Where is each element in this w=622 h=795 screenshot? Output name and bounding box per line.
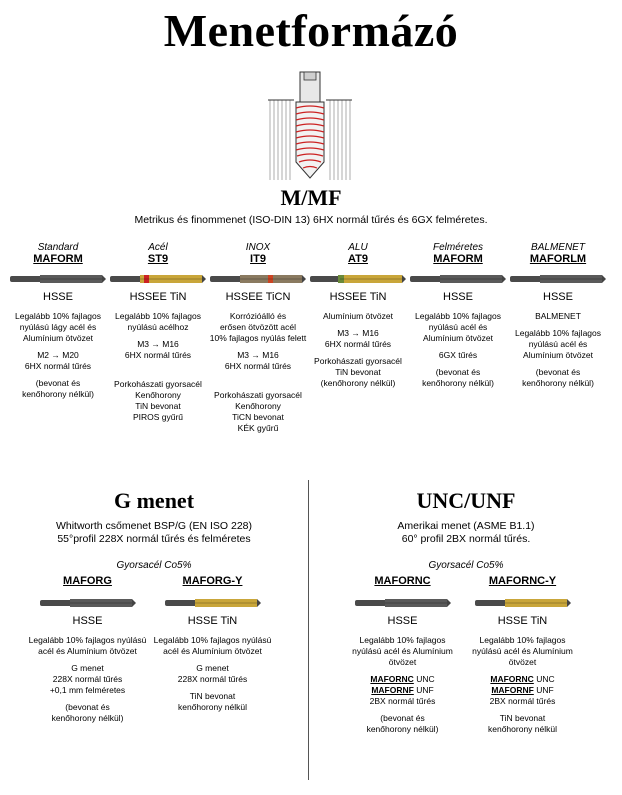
tool-spec-line: nyúlású lágy acél és xyxy=(19,322,97,332)
tool-spec-line: erősen ötvözött acél xyxy=(219,322,297,332)
tool-category: Standard xyxy=(37,242,79,253)
unc-code: MAFORNC xyxy=(370,674,414,684)
tool-code: AT9 xyxy=(348,253,368,265)
mmf-subtitle: Metrikus és finommenet (ISO-DIN 13) 6HX normál tűrés és 6GX felméretes. xyxy=(134,214,488,226)
tool-code: MAFORM xyxy=(433,253,483,265)
tool-spec-line: Legalább 10% fajlagos xyxy=(514,328,601,338)
tool-category: ALU xyxy=(348,242,368,253)
tool-spec-line: 6HX normál tűrés xyxy=(324,339,392,349)
tool-spec-line: M3 → M16 xyxy=(337,328,379,338)
tool-material: HSSE TiN xyxy=(187,615,238,627)
tool-category: INOX xyxy=(245,242,271,253)
tool-material: HSSE xyxy=(72,615,103,627)
tap-tool-icon xyxy=(210,271,306,289)
tap-illustration xyxy=(268,70,352,182)
tool-spec-line: G menet xyxy=(196,663,229,673)
tool-spec-line: kenőhorony nélkül) xyxy=(366,724,439,734)
tool-spec-line: kenőhorony nélkül xyxy=(178,702,247,712)
unc-thread-line xyxy=(340,674,465,685)
tool-material: HSSE xyxy=(387,615,418,627)
unc-category: Gyorsacél Co5% xyxy=(428,560,504,571)
tool-spec-line: BALMENET xyxy=(535,311,581,321)
tool-spec-line: kenőhorony nélkül) xyxy=(22,389,94,399)
tool-spec-line: (bevonat és xyxy=(380,713,425,723)
g-column xyxy=(150,575,275,713)
tool-spec-line: KÉK gyűrű xyxy=(237,423,279,433)
tap-tool-icon xyxy=(310,271,406,289)
tap-tool-icon xyxy=(355,595,451,613)
tool-code: MAFORLM xyxy=(529,253,587,265)
tool-spec-line: ötvözet xyxy=(508,657,537,667)
tool-spec-line: Alumínium ötvözet xyxy=(523,350,593,360)
g-subtitle-1: Whitworth csőmenet BSP/G (EN ISO 228) xyxy=(55,520,253,532)
tool-spec-line: 6HX normál tűrés xyxy=(24,361,92,371)
tap-tool-icon xyxy=(40,595,136,613)
section-divider xyxy=(308,480,309,780)
mmf-column xyxy=(108,242,208,423)
tool-material: HSSEE TiN xyxy=(129,291,187,303)
mmf-column xyxy=(8,242,108,400)
tap-tool-icon xyxy=(410,271,506,289)
unc-heading: UNC/UNF xyxy=(416,488,516,513)
tool-spec-line: nyúlású acél és Alumínium xyxy=(472,646,573,656)
unc-thread-line xyxy=(460,674,585,685)
tool-spec-line: Kenőhorony xyxy=(135,390,181,400)
tool-spec-line: (bevonat és xyxy=(435,367,481,377)
tool-spec-line: (bevonat és xyxy=(35,378,81,388)
mmf-column xyxy=(208,242,308,434)
tool-spec-line: Porkohászati gyorsacél xyxy=(214,390,302,400)
tool-spec-line: ötvözet xyxy=(388,657,417,667)
tool-code: IT9 xyxy=(250,253,266,265)
tool-spec-line: Alumínium ötvözet xyxy=(23,333,93,343)
unc-code: MAFORNC xyxy=(490,674,534,684)
tool-code: MAFORNC xyxy=(374,575,431,587)
tool-spec-line: (bevonat és xyxy=(535,367,581,377)
unf-thread-line xyxy=(460,685,585,696)
tool-material: HSSE xyxy=(43,291,73,303)
unf-label: UNF xyxy=(533,685,554,695)
tap-tool-icon xyxy=(10,271,106,289)
tool-spec-line: Legalább 10% fajlagos xyxy=(479,635,566,645)
tap-drawing-icon xyxy=(268,70,352,182)
tool-spec-line: TiN bevonat xyxy=(499,713,546,723)
tool-spec-line: M3 → M16 xyxy=(237,350,279,360)
unf-code: MAFORNF xyxy=(371,685,414,695)
tool-spec-line: Legalább 10% fajlagos xyxy=(359,635,446,645)
tool-category: Felméretes xyxy=(432,242,483,253)
tool-material: HSSE TiN xyxy=(497,615,548,627)
tool-spec-line: (kenőhorony nélkül) xyxy=(320,378,396,388)
tap-tool-icon xyxy=(110,271,206,289)
tool-spec-line: Legalább 10% fajlagos xyxy=(114,311,201,321)
g-column xyxy=(25,575,150,724)
mmf-column xyxy=(308,242,408,389)
tool-spec-line: TiCN bevonat xyxy=(232,412,284,422)
tool-spec-line: TiN bevonat xyxy=(135,401,181,411)
tap-tool-icon xyxy=(510,271,606,289)
tool-spec-line: TiN bevonat xyxy=(335,367,381,377)
tool-spec-line: kenőhorony nélkül xyxy=(488,724,557,734)
tool-spec-line: Korrózióálló és xyxy=(229,311,287,321)
tool-spec-line: acél és Alumínium ötvözet xyxy=(163,646,262,656)
tool-spec-line: Alumínium ötvözet xyxy=(323,311,393,321)
tool-spec-line: Legalább 10% fajlagos xyxy=(414,311,501,321)
unc-subtitle-2: 60° profil 2BX normál tűrés. xyxy=(401,533,531,545)
tool-code: MAFORNC-Y xyxy=(488,575,557,587)
tool-spec-line: TiN bevonat xyxy=(189,691,236,701)
unf-code: MAFORNF xyxy=(491,685,534,695)
tool-spec-line: 6HX normál tűrés xyxy=(224,361,292,371)
mmf-heading: M/MF xyxy=(280,185,342,210)
mmf-column xyxy=(408,242,508,389)
unc-label: UNC xyxy=(533,674,555,684)
g-category: Gyorsacél Co5% xyxy=(116,560,192,571)
tool-spec-line: kenőhorony nélkül) xyxy=(522,378,594,388)
tool-spec-line: Legalább 10% fajlagos xyxy=(14,311,101,321)
tool-spec-line: 2BX normál tűrés xyxy=(489,696,556,706)
tool-spec-line: M2 → M20 xyxy=(37,350,79,360)
tool-spec-line: nyúlású acélhoz xyxy=(127,322,189,332)
tool-spec-line: M3 → M16 xyxy=(137,339,179,349)
unc-column xyxy=(340,575,465,735)
tool-spec-line: Legalább 10% fajlagos nyúlású xyxy=(153,635,272,645)
page-title: Menetformázó xyxy=(163,5,459,56)
tap-tool-icon xyxy=(165,595,261,613)
tool-spec-line: kenőhorony nélkül) xyxy=(422,378,494,388)
tool-spec-line: 228X normál tűrés xyxy=(52,674,123,684)
tool-spec-line: G menet xyxy=(71,663,104,673)
tool-spec-line: Alumínium ötvözet xyxy=(423,333,493,343)
tool-spec-line: kenőhorony nélkül) xyxy=(51,713,124,723)
tool-spec-line: acél és Alumínium ötvözet xyxy=(38,646,137,656)
tool-spec-line: Legalább 10% fajlagos nyúlású xyxy=(28,635,147,645)
tool-code: ST9 xyxy=(147,253,169,265)
tool-spec-line: (bevonat és xyxy=(65,702,110,712)
tool-category: BALMENET xyxy=(531,242,585,253)
g-heading: G menet xyxy=(113,488,195,513)
unc-label: UNC xyxy=(413,674,435,684)
unc-subtitle-1: Amerikai menet (ASME B1.1) xyxy=(397,520,535,532)
tool-spec-line: nyúlású acél és xyxy=(428,322,488,332)
unc-column xyxy=(460,575,585,735)
g-subtitle-2: 55°profil 228X normál tűrés és felméretes xyxy=(57,533,251,545)
tool-spec-line: nyúlású acél és xyxy=(528,339,588,349)
tool-spec-line: nyúlású acél és Alumínium xyxy=(352,646,453,656)
tool-spec-line: Porkohászati gyorsacél xyxy=(314,356,402,366)
tool-code: MAFORG-Y xyxy=(182,575,243,587)
tool-spec-line: Porkohászati gyorsacél xyxy=(114,379,202,389)
tool-spec-line: 2BX normál tűrés xyxy=(369,696,436,706)
tool-category: Acél xyxy=(148,242,168,253)
tool-material: HSSE xyxy=(443,291,473,303)
tool-spec-line: 6HX normál tűrés xyxy=(124,350,192,360)
tool-code: MAFORG xyxy=(63,575,112,587)
tool-spec-line: 10% fajlagos nyúlás felett xyxy=(209,333,307,343)
tool-spec-line: 6GX tűrés xyxy=(438,350,478,360)
tool-spec-line: Kenőhorony xyxy=(235,401,281,411)
tool-material: HSSE xyxy=(543,291,573,303)
tool-material: HSSEE TiCN xyxy=(225,291,291,303)
unf-label: UNF xyxy=(413,685,434,695)
tool-material: HSSEE TiN xyxy=(329,291,387,303)
unf-thread-line xyxy=(340,685,465,696)
tool-spec-line: +0,1 mm felméretes xyxy=(49,685,126,695)
mmf-column xyxy=(508,242,608,389)
tap-tool-icon xyxy=(475,595,571,613)
tool-spec-line: PIROS gyűrű xyxy=(132,412,184,422)
tool-code: MAFORM xyxy=(33,253,83,265)
tool-spec-line: 228X normál tűrés xyxy=(177,674,248,684)
